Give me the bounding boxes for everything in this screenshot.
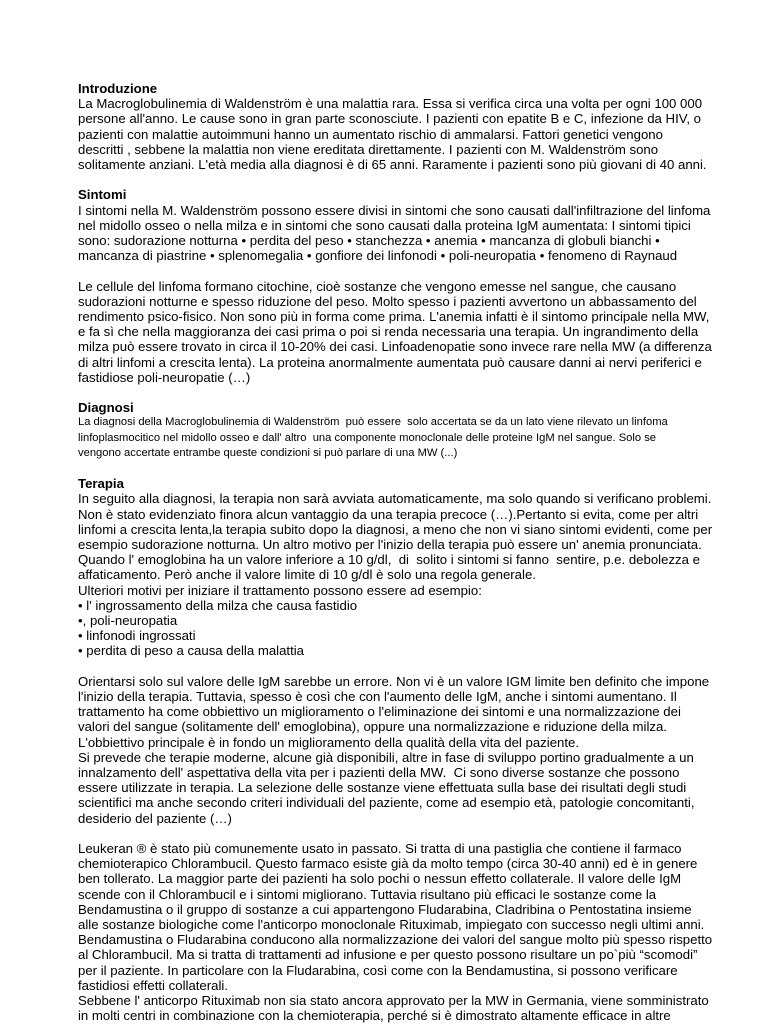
section-heading: Terapia [78,476,124,492]
paragraph-gap [78,826,698,841]
section-sintomi [78,187,712,400]
section-heading: Diagnosi [78,400,134,416]
text-line: Quando l' emoglobina ha un valore inferiore a 10 g/dl, di solito i sintomi si fanno sentire, p.e. debolezza e [78,552,700,568]
text-line: scientifici ma anche secondo criteri individuali del paziente, come ad esempio età, patologie concomitanti, [78,795,695,811]
text-line: In seguito alla diagnosi, la terapia non sarà avviata automaticamente, ma solo quando si verificano problemi. [78,491,712,507]
text-line: Sebbene l' anticorpo Rituximab non sia stato ancora approvato per la MW in Germania, viene somministrato [78,993,709,1009]
text-line: I sintomi nella M. Waldenström possono essere divisi in sintomi che sono causati dall'infiltrazione del linfoma [78,202,711,218]
text-line: La Macroglobulinemia di Waldenström è una malattia rara. Essa si verifica circa una volta per ogni 100 000 [78,96,703,112]
text-line: esempio sudorazione notturna. Un altro motivo per l'inizio della terapia può essere un' anemia pronunciata. [78,537,702,553]
text-line: fastidiose poli-neuropatie (…) [78,369,251,385]
text-line: linfomi a crescita lenta,la terapia subito dopo la diagnosi, a meno che non vi siano sintomi evidenti, come per [78,521,713,537]
document-page [78,81,713,1024]
text-line: sono: sudorazione notturna • perdita del peso • stanchezza • anemia • mancanza di globuli bianchi • [78,233,660,249]
text-line: fastidiosi effetti collaterali. [78,977,229,993]
text-line: valori del sangue (solitamente dell' emoglobina), oppure una normalizzazione e riduzione della milza. [78,719,667,735]
paragraph [78,202,711,264]
paragraph [78,673,710,826]
text-line: Ulteriori motivi per iniziare il trattamento possono essere ad esempio: [78,582,482,598]
text-line: essere utilizzate in terapia. La selezione delle sostanze viene effettuata sulla base dei risultati degli studi [78,780,687,796]
text-line: vengono accertate entrambe queste condizioni si può parlare di una MW (...) [78,446,458,459]
text-line: pazienti con malattie autoimmuni hanno un aumentato rischio di ammalarsi. Fattori genetici vengono [78,126,663,142]
text-line: di altri linfomi a crescita lenta). La proteina anormalmente aumentata può causare danni ai nervi periferici e [78,354,702,370]
text-line: in molti centri in combinazione con la chemioterapia, perché si è dimostrato altamente efficace in altre [78,1008,671,1024]
paragraph-gap [78,263,698,278]
text-line: sudorazioni notturne e spesso riduzione del peso. Molto spesso i pazienti avvertono un abbassamento del [78,293,697,309]
text-line: • l' ingrossamento della milza che causa fastidio [78,597,358,613]
paragraph [78,278,712,385]
text-line: Non è stato evidenziato finora alcun vantaggio da una terapia precoce (…).Pertanto si evita, come per altri [78,506,699,522]
text-line: •, poli-neuropatia [78,613,178,629]
section-gap [78,461,698,476]
text-line: Bendamustina o il gruppo di sostanze a cui appartengono Fludarabina, Cladribina o Pentostatina insieme [78,901,692,917]
paragraph [78,415,698,461]
text-line: mancanza di piastrine • splenomegalia • gonfiore dei linfonodi • poli-neuropatia • fenomeno di Raynaud [78,248,678,264]
section-introduzione [78,81,707,187]
text-line: Bendamustina o Fludarabina conducono alla normalizzazione dei valori del sangue molto più spesso rispetto [78,932,713,948]
paragraph-gap [78,659,698,674]
text-line: chemioterapico Chlorambucil. Questo farmaco esiste già da molto tempo (circa 30-40 anni) ed è in genere [78,856,698,872]
text-line: solitamente anziani. L'età media alla diagnosi è di 65 anni. Raramente i pazienti sono più giovani di 40 anni. [78,157,707,173]
text-line: Leukeran ® è stato più comunemente usato in passato. Si tratta di una pastiglia che contiene il farmaco [78,841,682,857]
paragraph [78,491,713,659]
paragraph [78,841,713,1024]
paragraph [78,96,707,173]
text-line: per il paziente. In particolare con la Fludarabina, così come con la Bendamustina, si possono verificare [78,962,678,978]
text-line: affaticamento. Però anche il valore limite di 10 g/dl è solo una regola generale. [78,567,536,583]
text-line: La diagnosi della Macroglobulinemia di Waldenström può essere solo accertata se da un lato viene rilevato un linfoma [78,416,668,429]
text-line: Si prevede che terapie moderne, alcune già disponibili, altre in fase di sviluppo portino gradualmente a un [78,749,694,765]
section-gap [78,385,698,400]
text-line: trattamento ha come obbiettivo un miglioramento o l'eliminazione dei sintomi e una normalizzazione dei [78,704,681,720]
section-heading: Introduzione [78,81,158,96]
text-line: desiderio del paziente (…) [78,810,232,826]
text-line: innalzamento dell' aspettativa della vita per i pazienti della MW. Ci sono diverse sostanze che possono [78,765,680,781]
text-line: e fa sì che nella maggioranza dei casi prima o poi si renda necessaria una terapia. Un ingrandimento della [78,324,699,340]
text-line: linfoplasmocitico nel midollo osseo e dall' altro una componente monoclonale delle proteine IgM nel sangue. Solo se [78,431,657,444]
section-heading: Sintomi [78,187,127,203]
text-line: rendimento psico-fisico. Non sono più in forma come prima. L'anemia infatti è il sintomo principale nella MW, [78,309,710,325]
text-line: Orientarsi solo sul valore delle IgM sarebbe un errore. Non vi è un valore IGM limite ben definito che impone [78,673,710,689]
text-line: nel midollo osseo o nella milza e in sintomi che sono causati dalla proteina IgM aumentata: I sintomi tipici [78,217,691,233]
text-line: Le cellule del linfoma formano citochine, cioè sostanze che vengono emesse nel sangue, che causano [78,278,677,294]
section-terapia [78,476,713,1024]
text-line: scende con il Chlorambucil e i sintomi migliorano. Tuttavia risultano più efficaci le sostanze come la [78,886,657,902]
text-line: • linfonodi ingrossati [78,628,196,644]
section-diagnosi [78,400,698,476]
text-line: ben tollerato. La maggior parte dei pazienti ha solo pochi o nessun effetto collaterale. Il valore delle IgM [78,871,682,887]
text-line: persone all'anno. Le cause sono in gran parte sconosciute. I pazienti con epatite B e C, infezione da HIV, o [78,111,701,127]
text-line: alle sostanze biologiche come l'anticorpo monoclonale Rituximab, impiegato con successo negli ultimi anni. [78,917,705,933]
text-line: al Chlorambucil. Ma si tratta di trattamenti ad infusione e per questo possono risultare un po`più “scomodi” [78,947,698,963]
text-line: milza può essere trovato in circa il 10-20% dei casi. Linfoadenopatie sono invece rare nella MW (a differenza [78,339,712,355]
text-line: L'obbiettivo principale è in fondo un miglioramento della qualità della vita del paziente. [78,734,580,750]
section-gap [78,172,698,187]
text-line: descritti , sebbene la malattia non viene ereditata direttamente. I pazienti con M. Waldenström sono [78,141,659,157]
text-line: l'inizio della terapia. Tuttavia, spesso è così che con l'aumento delle IgM, anche i sintomi aumentano. Il [78,689,677,705]
text-line: • perdita di peso a causa della malattia [78,643,305,659]
